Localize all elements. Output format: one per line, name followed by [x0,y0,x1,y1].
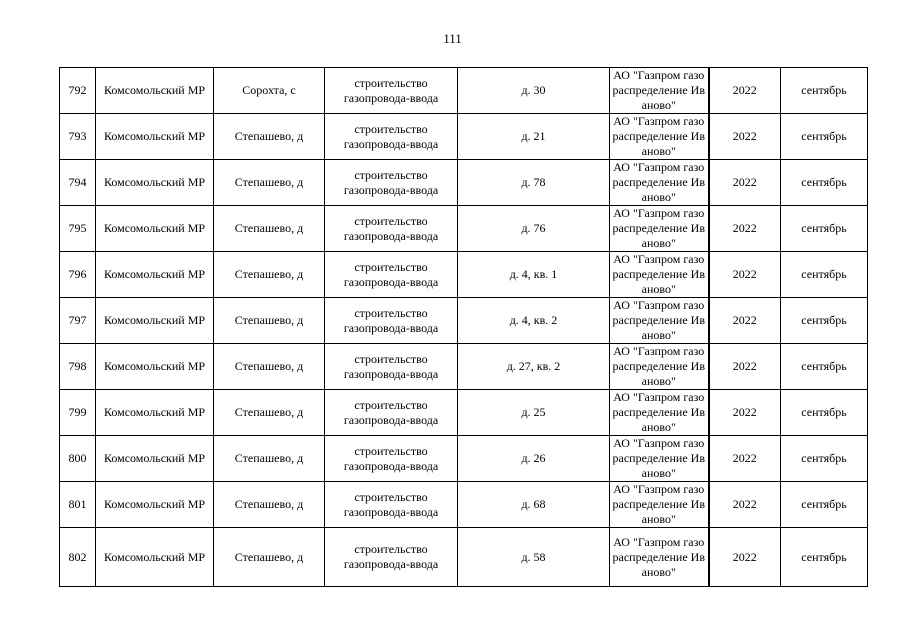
year: 2022 [732,83,757,97]
settlement-name: Степашево, д [234,497,304,511]
settlement-name: Степашево, д [234,267,304,281]
row-number-cell [60,252,96,298]
table-row [60,114,868,160]
settlement-cell [214,160,325,206]
gas-pipeline-table [59,67,868,587]
table-row [60,160,868,206]
work-type: строительство газопровода-ввода [343,75,439,105]
organization-cell [610,390,709,436]
month-cell [781,160,868,206]
district-name: Комсомольский МР [103,175,206,189]
work-type: строительство газопровода-ввода [343,351,439,381]
district-name: Комсомольский МР [103,497,206,511]
address-cell [458,436,610,482]
row-number: 802 [68,549,87,564]
row-number: 798 [68,359,87,373]
address: д. 58 [521,549,546,564]
district-cell [96,206,214,252]
month-cell [781,390,868,436]
month: сентябрь [801,359,847,373]
work-type: строительство газопровода-ввода [343,542,439,571]
row-number-cell [60,528,96,587]
month-cell [781,114,868,160]
settlement-cell [214,206,325,252]
work-type-cell [325,68,458,114]
address-cell [458,528,610,587]
month: сентябрь [801,549,847,564]
year-cell [709,252,781,298]
address: д. 26 [521,451,546,465]
address-cell [458,206,610,252]
row-number-cell [60,344,96,390]
month: сентябрь [801,221,847,235]
organization-cell [610,206,709,252]
month-cell [781,252,868,298]
organization-name: АО "Газпром газораспределение Иваново" [612,114,705,158]
month-cell [781,206,868,252]
organization-name: АО "Газпром газораспределение Иваново" [612,436,705,480]
year: 2022 [732,175,757,189]
organization-cell [610,252,709,298]
settlement-name: Степашево, д [234,221,304,235]
settlement-cell [214,114,325,160]
district-name: Комсомольский МР [103,129,206,143]
work-type-cell [325,252,458,298]
district-cell [96,482,214,528]
year-cell [709,160,781,206]
settlement-cell [214,344,325,390]
district-cell [96,298,214,344]
organization-cell [610,68,709,114]
address-cell [458,160,610,206]
organization-name: АО "Газпром газораспределение Иваново" [612,534,705,579]
year-cell [709,528,781,587]
year: 2022 [732,267,757,281]
work-type: строительство газопровода-ввода [343,259,439,289]
address-cell [458,390,610,436]
month: сентябрь [801,83,847,97]
address: д. 68 [521,497,546,511]
organization-name: АО "Газпром газораспределение Иваново" [612,298,705,342]
district-name: Комсомольский МР [103,359,206,373]
address: д. 27, кв. 2 [506,359,561,373]
settlement-cell [214,528,325,587]
year-cell [709,482,781,528]
table-row [60,436,868,482]
organization-cell [610,436,709,482]
address-cell [458,252,610,298]
work-type-cell [325,390,458,436]
work-type-cell [325,436,458,482]
district-name: Комсомольский МР [103,549,206,564]
work-type-cell [325,298,458,344]
organization-cell [610,344,709,390]
work-type: строительство газопровода-ввода [343,305,439,335]
row-number-cell [60,298,96,344]
settlement-name: Степашево, д [234,175,304,189]
district-cell [96,160,214,206]
organization-name: АО "Газпром газораспределение Иваново" [612,482,705,526]
organization-cell [610,482,709,528]
work-type: строительство газопровода-ввода [343,167,439,197]
year-cell [709,344,781,390]
table-row [60,252,868,298]
table-row [60,206,868,252]
row-number-cell [60,68,96,114]
address: д. 78 [521,175,546,189]
month: сентябрь [801,497,847,511]
district-cell [96,252,214,298]
district-name: Комсомольский МР [103,313,206,327]
year: 2022 [732,129,757,143]
address-cell [458,482,610,528]
settlement-cell [214,252,325,298]
organization-name: АО "Газпром газораспределение Иваново" [612,390,705,434]
row-number: 792 [68,83,87,97]
settlement-cell [214,482,325,528]
organization-cell [610,298,709,344]
row-number: 795 [68,221,87,235]
address: д. 4, кв. 1 [509,267,558,281]
organization-cell [610,114,709,160]
settlement-name: Степашево, д [234,129,304,143]
organization-cell [610,528,709,587]
row-number: 799 [68,405,87,419]
work-type-cell [325,206,458,252]
month: сентябрь [801,451,847,465]
month-cell [781,436,868,482]
address-cell [458,344,610,390]
district-cell [96,390,214,436]
year-cell [709,298,781,344]
year: 2022 [732,221,757,235]
month: сентябрь [801,405,847,419]
address: д. 4, кв. 2 [509,313,558,327]
address: д. 21 [521,129,546,143]
row-number-cell [60,114,96,160]
table-row [60,528,868,587]
month-cell [781,344,868,390]
work-type: строительство газопровода-ввода [343,121,439,151]
organization-name: АО "Газпром газораспределение Иваново" [612,68,705,112]
settlement-name: Степашево, д [234,451,304,465]
row-number: 800 [68,451,87,465]
row-number: 793 [68,129,87,143]
settlement-cell [214,390,325,436]
district-name: Комсомольский МР [103,405,206,419]
year-cell [709,114,781,160]
month: сентябрь [801,175,847,189]
month-cell [781,298,868,344]
row-number: 801 [68,497,87,511]
organization-name: АО "Газпром газораспределение Иваново" [612,160,705,204]
work-type: строительство газопровода-ввода [343,213,439,243]
table-row [60,482,868,528]
district-name: Комсомольский МР [103,221,206,235]
row-number-cell [60,436,96,482]
settlement-name: Степашево, д [234,359,304,373]
year: 2022 [732,549,757,564]
month-cell [781,68,868,114]
row-number: 796 [68,267,87,281]
table-row [60,344,868,390]
district-cell [96,344,214,390]
settlement-name: Степашево, д [234,549,304,564]
address-cell [458,114,610,160]
address-cell [458,298,610,344]
table-body [60,68,868,587]
work-type-cell [325,114,458,160]
table-row [60,68,868,114]
work-type: строительство газопровода-ввода [343,397,439,427]
table-row [60,390,868,436]
row-number-cell [60,206,96,252]
row-number-cell [60,160,96,206]
district-cell [96,114,214,160]
organization-name: АО "Газпром газораспределение Иваново" [612,206,705,250]
district-name: Комсомольский МР [103,451,206,465]
work-type-cell [325,482,458,528]
district-cell [96,68,214,114]
month: сентябрь [801,267,847,281]
organization-cell [610,160,709,206]
work-type: строительство газопровода-ввода [343,489,439,519]
work-type-cell [325,160,458,206]
year: 2022 [732,451,757,465]
district-cell [96,528,214,587]
year-cell [709,390,781,436]
month-cell [781,528,868,587]
work-type-cell [325,344,458,390]
row-number: 797 [68,313,87,327]
organization-name: АО "Газпром газораспределение Иваново" [612,252,705,296]
settlement-name: Степашево, д [234,405,304,419]
year: 2022 [732,313,757,327]
row-number-cell [60,482,96,528]
year-cell [709,436,781,482]
year: 2022 [732,359,757,373]
row-number-cell [60,390,96,436]
settlement-cell [214,298,325,344]
organization-name: АО "Газпром газораспределение Иваново" [612,344,705,388]
settlement-name: Сорохта, с [242,83,296,97]
settlement-cell [214,436,325,482]
month: сентябрь [801,129,847,143]
year: 2022 [732,405,757,419]
address: д. 30 [521,83,546,97]
year: 2022 [732,497,757,511]
page-number: 111 [443,31,462,46]
address: д. 76 [521,221,546,235]
district-cell [96,436,214,482]
work-type-cell [325,528,458,587]
settlement-cell [214,68,325,114]
year-cell [709,206,781,252]
month-cell [781,482,868,528]
year-cell [709,68,781,114]
district-name: Комсомольский МР [103,83,206,97]
table-row [60,298,868,344]
row-number: 794 [68,175,87,189]
month: сентябрь [801,313,847,327]
address: д. 25 [521,405,546,419]
district-name: Комсомольский МР [103,267,206,281]
work-type: строительство газопровода-ввода [343,443,439,473]
settlement-name: Степашево, д [234,313,304,327]
address-cell [458,68,610,114]
